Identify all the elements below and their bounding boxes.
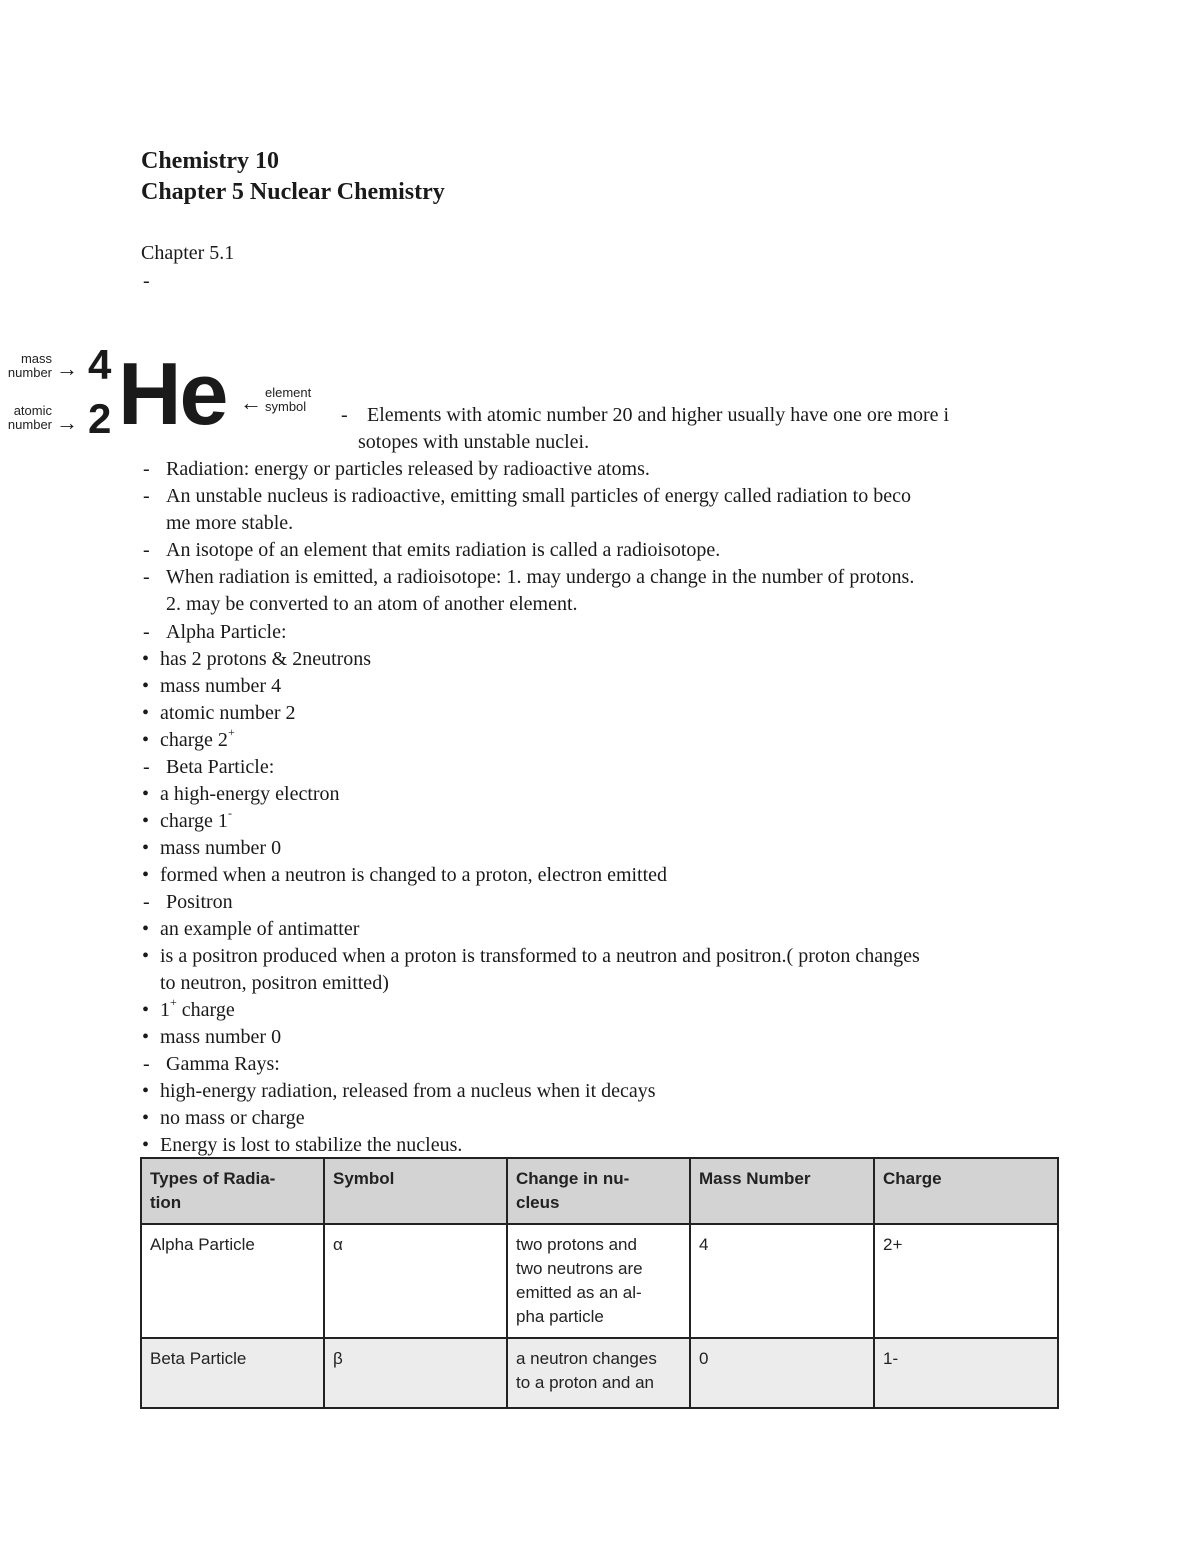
column-header: Charge xyxy=(874,1158,1058,1224)
radiation-types-table xyxy=(140,1157,1059,1409)
list-item: a high-energy electron xyxy=(160,783,340,805)
beta-heading: Beta Particle: xyxy=(166,756,275,778)
dash-marker: - xyxy=(143,539,150,561)
column-header: Change in nu- cleus xyxy=(507,1158,690,1224)
bullet-marker: • xyxy=(142,783,150,805)
list-item: formed when a neutron is changed to a proton, electron emitted xyxy=(160,864,668,886)
element-symbol: He xyxy=(118,344,227,443)
dash-marker: - xyxy=(341,404,348,426)
list-item: An isotope of an element that emits radiation is called a radioisotope. xyxy=(166,539,721,561)
bullet-marker: • xyxy=(142,918,150,940)
list-item: Energy is lost to stabilize the nucleus. xyxy=(160,1134,463,1156)
positron-heading: Positron xyxy=(166,891,233,913)
list-item: atomic number 2 xyxy=(160,702,296,724)
bullet-marker: • xyxy=(142,648,150,670)
atomic-number: 2 xyxy=(88,395,112,442)
table-row xyxy=(141,1338,1058,1408)
table-cell: two protons and two neutrons are emitted as an al- pha particle xyxy=(507,1224,690,1338)
dash-marker: - xyxy=(143,458,150,480)
gamma-heading: Gamma Rays: xyxy=(166,1053,280,1075)
list-item: mass number 0 xyxy=(160,837,282,859)
bullet-marker: • xyxy=(142,729,150,751)
table-cell: 0 xyxy=(690,1338,874,1408)
mass-number: 4 xyxy=(88,341,112,388)
arrow-left-icon: ← xyxy=(240,390,262,415)
bullet-marker: • xyxy=(142,837,150,859)
dash-marker: - xyxy=(143,756,150,778)
list-item: no mass or charge xyxy=(160,1107,305,1129)
bullet-marker: • xyxy=(142,999,150,1021)
bullet-marker: • xyxy=(142,1026,150,1048)
table-cell: Alpha Particle xyxy=(141,1224,324,1338)
section-dash: - xyxy=(143,270,150,292)
table-cell: α xyxy=(324,1224,507,1338)
bullet-marker: • xyxy=(142,1134,150,1156)
arrow-right-icon: → xyxy=(56,356,78,381)
section-heading: Chapter 5.1 xyxy=(141,242,235,264)
list-item: charge 1- xyxy=(160,806,232,832)
column-header: Mass Number xyxy=(690,1158,874,1224)
bullet-marker: • xyxy=(142,810,150,832)
mass-number-label: mass number xyxy=(7,351,52,380)
column-header: Symbol xyxy=(324,1158,507,1224)
table-cell: 4 xyxy=(690,1224,874,1338)
list-item: is a positron produced when a proton is transformed to a neutron and positron.( proton changes xyxy=(160,945,920,967)
table-cell: 2+ xyxy=(874,1224,1058,1338)
document-title: Chemistry 10 xyxy=(141,148,279,174)
list-item-cont: me more stable. xyxy=(166,512,294,534)
list-item: mass number 4 xyxy=(160,675,282,697)
atomic-number-label: atomic number xyxy=(7,403,52,432)
dash-marker: - xyxy=(143,891,150,913)
list-item: Radiation: energy or particles released by radioactive atoms. xyxy=(166,458,650,480)
list-item: When radiation is emitted, a radioisotope: 1. may undergo a change in the number of protons. xyxy=(166,566,915,588)
column-header: Types of Radia- tion xyxy=(141,1158,324,1224)
list-item: charge 2+ xyxy=(160,725,235,751)
bullet-marker: • xyxy=(142,702,150,724)
element-symbol-label: element symbol xyxy=(265,385,312,414)
list-item: 1+ charge xyxy=(160,995,235,1021)
dash-marker: - xyxy=(143,485,150,507)
dash-marker: - xyxy=(143,1053,150,1075)
bullet-marker: • xyxy=(142,1080,150,1102)
table-cell: 1- xyxy=(874,1338,1058,1408)
table-cell: Beta Particle xyxy=(141,1338,324,1408)
bullet-marker: • xyxy=(142,864,150,886)
table-cell: a neutron changes to a proton and an xyxy=(507,1338,690,1408)
bullet-marker: • xyxy=(142,945,150,967)
alpha-heading: Alpha Particle: xyxy=(166,621,287,643)
list-item: an example of antimatter xyxy=(160,918,360,940)
list-item: Elements with atomic number 20 and higher usually have one ore more i xyxy=(367,404,950,426)
bullet-marker: • xyxy=(142,1107,150,1129)
list-item: mass number 0 xyxy=(160,1026,282,1048)
chapter-title: Chapter 5 Nuclear Chemistry xyxy=(141,179,445,205)
list-item: An unstable nucleus is radioactive, emitting small particles of energy called radiation to beco xyxy=(166,485,911,507)
table-header-row xyxy=(141,1158,1058,1224)
list-item: has 2 protons & 2neutrons xyxy=(160,648,372,670)
dash-marker: - xyxy=(143,621,150,643)
list-item: high-energy radiation, released from a nucleus when it decays xyxy=(160,1080,656,1102)
bullet-marker: • xyxy=(142,675,150,697)
table-cell: β xyxy=(324,1338,507,1408)
dash-marker: - xyxy=(143,566,150,588)
list-item-cont: 2. may be converted to an atom of another element. xyxy=(166,593,578,615)
list-item-cont: to neutron, positron emitted) xyxy=(160,972,389,994)
list-item-cont: sotopes with unstable nuclei. xyxy=(358,431,590,453)
arrow-right-icon: → xyxy=(56,410,78,435)
helium-nuclide-figure xyxy=(0,340,335,443)
table-row xyxy=(141,1224,1058,1338)
